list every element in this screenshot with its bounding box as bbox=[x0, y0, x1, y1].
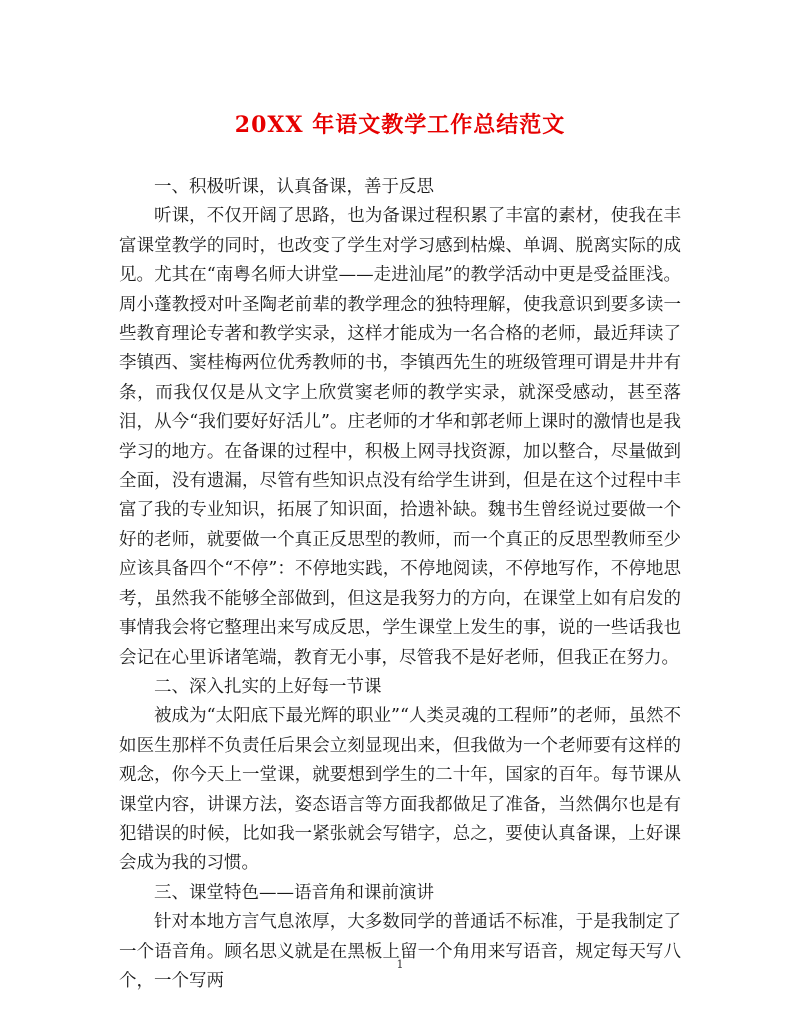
body-paragraph-1: 听课，不仅开阔了思路，也为备课过程积累了丰富的素材，使我在丰富课堂教学的同时，也改变了学生对学习感到枯燥、单调、脱离实际的成见。尤其在“南粤名师大讲堂——走进汕尾”的教学活动中更是受益匪浅。周小蓬教授对叶圣陶老前辈的教学理念的独特理解，使我意识到要多读一些教育理论专著和教学实录，这样才能成为一名合格的老师，最近拜读了李镇西、窦桂梅两位优秀教师的书，李镇西先生的班级管理可谓是井井有条，而我仅仅是从文字上欣赏窦老师的教学实录，就深受感动，甚至落泪，从今“我们要好好活儿”。庄老师的才华和郭老师上课时的激情也是我学习的地方。在备课的过程中，积极上网寻找资源，加以整合，尽量做到全面，没有遗漏，尽管有些知识点没有给学生讲到，但是在这个过程中丰富了我的专业知识，拓展了知识面，拾遗补缺。魏书生曾经说过要做一个好的老师，就要做一个真正反思型的教师，而一个真正的反思型教师至少应该具备四个“不停”：不停地实践，不停地阅读，不停地写作，不停地思考，虽然我不能够全部做到，但这是我努力的方向，在课堂上如有启发的事情我会将它整理出来写成反思，学生课堂上发生的事，说的一些话我也会记在心里诉诸笔端，教育无小事，尽管我不是好老师，但我正在努力。 bbox=[119, 206, 681, 668]
body-paragraph-3: 针对本地方言气息浓厚，大多数同学的普通话不标准，于是我制定了一个语音角。顾名思义就是在黑板上留一个角用来写语音，规定每天写八个，一个写两 bbox=[119, 912, 681, 991]
page-number: 1 bbox=[396, 958, 404, 971]
document-body bbox=[119, 173, 681, 996]
body-paragraph-2: 被成为“太阳底下最光辉的职业”“人类灵魂的工程师”的老师，虽然不如医生那样不负责任后果会立刻显现出来，但我做为一个老师要有这样的观念，你今天上一堂课，就要想到学生的二十年，国家的百年。每节课从课堂内容，讲课方法，姿态语言等方面我都做足了准备，当然偶尔也是有犯错误的时候，比如我一紧张就会写错字，总之，要使认真备课，上好课会成为我的习惯。 bbox=[119, 706, 681, 874]
document-title: 20XX 年语文教学工作总结范文 bbox=[234, 112, 566, 138]
section-heading-2: 二、深入扎实的上好每一节课 bbox=[154, 676, 382, 697]
section-heading-3: 三、课堂特色——语音角和课前演讲 bbox=[154, 882, 434, 903]
section-heading-1: 一、积极听课，认真备课，善于反思 bbox=[154, 177, 434, 197]
